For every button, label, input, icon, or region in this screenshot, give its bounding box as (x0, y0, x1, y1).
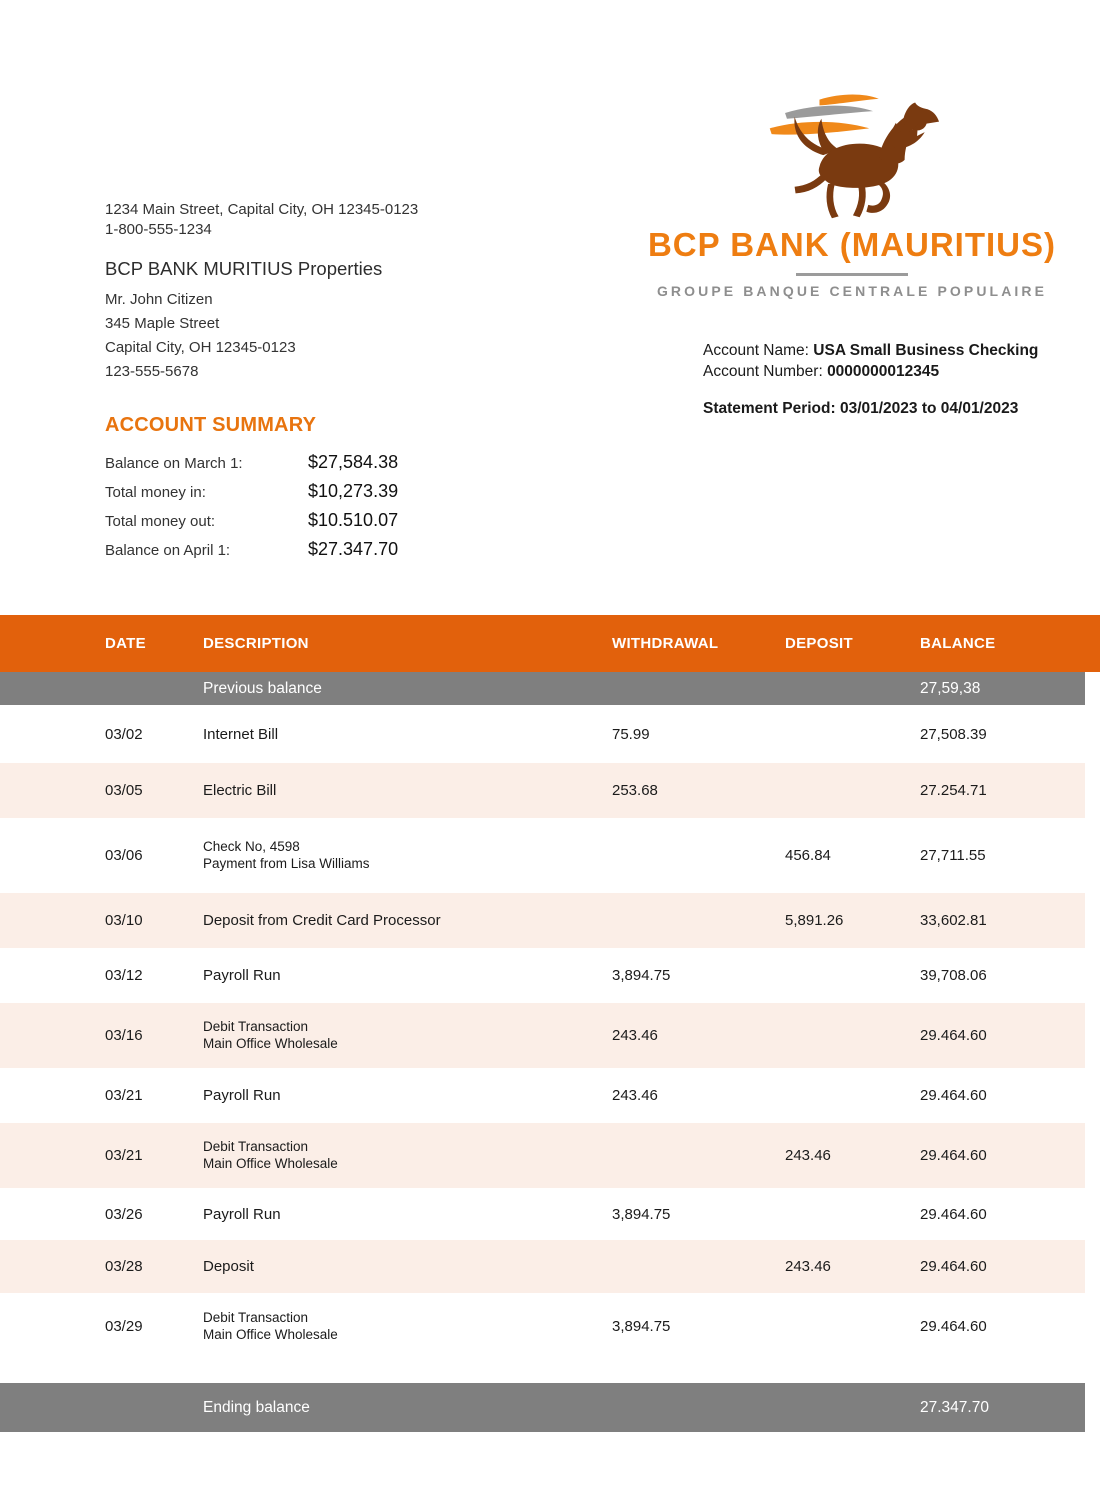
cell-withdrawal: 253.68 (612, 782, 658, 799)
summary-label: Balance on March 1: (105, 455, 243, 472)
table-row (0, 763, 1085, 818)
cell-date: 03/16 (105, 1027, 143, 1044)
horse-silhouette (794, 103, 939, 219)
table-row (0, 705, 1085, 763)
previous-balance-row (0, 672, 1085, 705)
cell-description (203, 1310, 612, 1344)
cell-balance: 29.464.60 (920, 1027, 987, 1044)
cell-date: 03/26 (105, 1205, 143, 1223)
col-header-balance: BALANCE (920, 635, 996, 652)
summary-row (105, 539, 465, 568)
account-number-line (703, 361, 1038, 382)
logo-divider (796, 273, 908, 276)
account-info-block (703, 340, 1038, 419)
swoosh-orange-top (819, 95, 878, 106)
summary-value: $10,273.39 (308, 481, 399, 501)
customer-street: 345 Maple Street (105, 315, 220, 332)
statement-period-line (703, 398, 1038, 419)
summary-row (105, 481, 465, 510)
statement-period-value: 03/01/2023 to 04/01/2023 (839, 400, 1019, 417)
summary-label: Total money in: (105, 484, 206, 501)
cell-description: Internet Bill (203, 725, 279, 743)
customer-name: Mr. John Citizen (105, 291, 213, 308)
ending-balance-value: 27.347.70 (920, 1398, 989, 1416)
previous-balance-label: Previous balance (203, 679, 322, 697)
summary-label: Balance on April 1: (105, 542, 231, 559)
customer-address-block (105, 288, 296, 384)
company-name: BCP BANK MURITIUS Properties (105, 258, 383, 279)
cell-balance: 29.464.60 (920, 1258, 987, 1275)
summary-label: Total money out: (105, 513, 216, 530)
summary-value: $10.510.07 (308, 510, 399, 530)
bank-address-line: 1234 Main Street, Capital City, OH 12345-0123 (105, 201, 419, 218)
account-name-value: USA Small Business Checking (813, 342, 1039, 359)
bank-phone: 1-800-555-1234 (105, 220, 212, 238)
cell-withdrawal: 3,894.75 (612, 1318, 671, 1335)
transaction-rows (0, 705, 1085, 1360)
cell-balance: 29.464.60 (920, 1147, 987, 1164)
cell-description (203, 1139, 612, 1173)
cell-balance: 39,708.06 (920, 967, 987, 984)
cell-date: 03/28 (105, 1258, 143, 1275)
table-row (0, 948, 1085, 1003)
customer-city: Capital City, OH 12345-0123 (105, 339, 296, 356)
table-row (0, 1123, 1085, 1188)
ending-balance-label: Ending balance (203, 1398, 310, 1416)
account-number-value: 0000000012345 (827, 363, 940, 380)
description-line1: Check No, 4598 (203, 838, 300, 854)
cell-description: Deposit (203, 1258, 254, 1275)
cell-description (203, 839, 612, 873)
cell-balance: 27.254.71 (920, 782, 987, 799)
cell-balance: 29.464.60 (920, 1318, 987, 1335)
bank-logo-title: BCP BANK (MAURITIUS) (647, 226, 1057, 263)
cell-description: Payroll Run (203, 967, 281, 984)
previous-balance-value: 27,59,38 (920, 679, 981, 697)
table-header-row (0, 615, 1100, 672)
summary-value: $27,584.38 (308, 452, 399, 472)
description-line1: Debit Transaction (203, 1309, 309, 1325)
swoosh-gray (785, 106, 873, 119)
cell-date: 03/21 (105, 1087, 143, 1104)
table-row (0, 893, 1085, 948)
table-row (0, 1293, 1085, 1360)
description-line1: Debit Transaction (203, 1018, 309, 1034)
cell-balance: 29.464.60 (920, 1087, 987, 1104)
cell-deposit: 5,891.26 (785, 912, 844, 929)
col-header-withdrawal: WITHDRAWAL (612, 635, 719, 652)
cell-description: Deposit from Credit Card Processor (203, 912, 441, 929)
summary-value: $27.347.70 (308, 539, 399, 559)
horse-logo-icon (702, 92, 1002, 224)
cell-date: 03/12 (105, 967, 143, 984)
summary-row (105, 510, 465, 539)
account-summary-rows (105, 452, 465, 568)
table-row (0, 1068, 1085, 1123)
account-name-line (703, 340, 1038, 361)
col-header-deposit: DEPOSIT (785, 635, 853, 652)
cell-withdrawal: 3,894.75 (612, 967, 671, 984)
account-summary-title: ACCOUNT SUMMARY (105, 414, 317, 436)
col-header-description: DESCRIPTION (203, 635, 309, 652)
cell-date: 03/21 (105, 1147, 143, 1164)
summary-row (105, 452, 465, 481)
cell-deposit: 456.84 (785, 847, 831, 864)
description-line2: Main Office Wholesale (203, 1326, 338, 1342)
cell-balance: 27,711.55 (920, 847, 986, 864)
table-row (0, 818, 1085, 893)
cell-balance: 33,602.81 (920, 912, 987, 929)
statement-period-label: Statement Period: (703, 400, 840, 417)
cell-deposit: 243.46 (785, 1147, 831, 1164)
cell-withdrawal: 75.99 (612, 725, 650, 743)
cell-date: 03/06 (105, 847, 143, 864)
bank-logo (638, 92, 1066, 299)
cell-description: Payroll Run (203, 1205, 281, 1223)
cell-description: Payroll Run (203, 1087, 281, 1104)
description-line2: Payment from Lisa Williams (203, 855, 370, 871)
table-row (0, 1003, 1085, 1068)
cell-withdrawal: 3,894.75 (612, 1205, 671, 1223)
cell-date: 03/10 (105, 912, 143, 929)
account-name-label: Account Name: (703, 342, 814, 359)
bank-address-block (105, 200, 418, 239)
cell-withdrawal: 243.46 (612, 1027, 658, 1044)
cell-description (203, 1019, 612, 1053)
bank-logo-subtitle: GROUPE BANQUE CENTRALE POPULAIRE (656, 283, 1048, 299)
cell-date: 03/05 (105, 782, 143, 799)
customer-phone: 123-555-5678 (105, 363, 199, 380)
cell-balance: 27,508.39 (920, 725, 987, 743)
cell-date: 03/02 (105, 725, 143, 743)
cell-withdrawal: 243.46 (612, 1087, 658, 1104)
description-line1: Debit Transaction (203, 1138, 309, 1154)
cell-date: 03/29 (105, 1318, 143, 1335)
description-line2: Main Office Wholesale (203, 1155, 338, 1171)
cell-deposit: 243.46 (785, 1258, 831, 1275)
col-header-date: DATE (105, 635, 146, 652)
ending-balance-row (0, 1383, 1085, 1432)
table-row (0, 1240, 1085, 1293)
cell-description: Electric Bill (203, 782, 277, 799)
table-row (0, 1188, 1085, 1240)
description-line2: Main Office Wholesale (203, 1035, 338, 1051)
account-number-label: Account Number: (703, 363, 828, 380)
cell-balance: 29.464.60 (920, 1205, 987, 1223)
